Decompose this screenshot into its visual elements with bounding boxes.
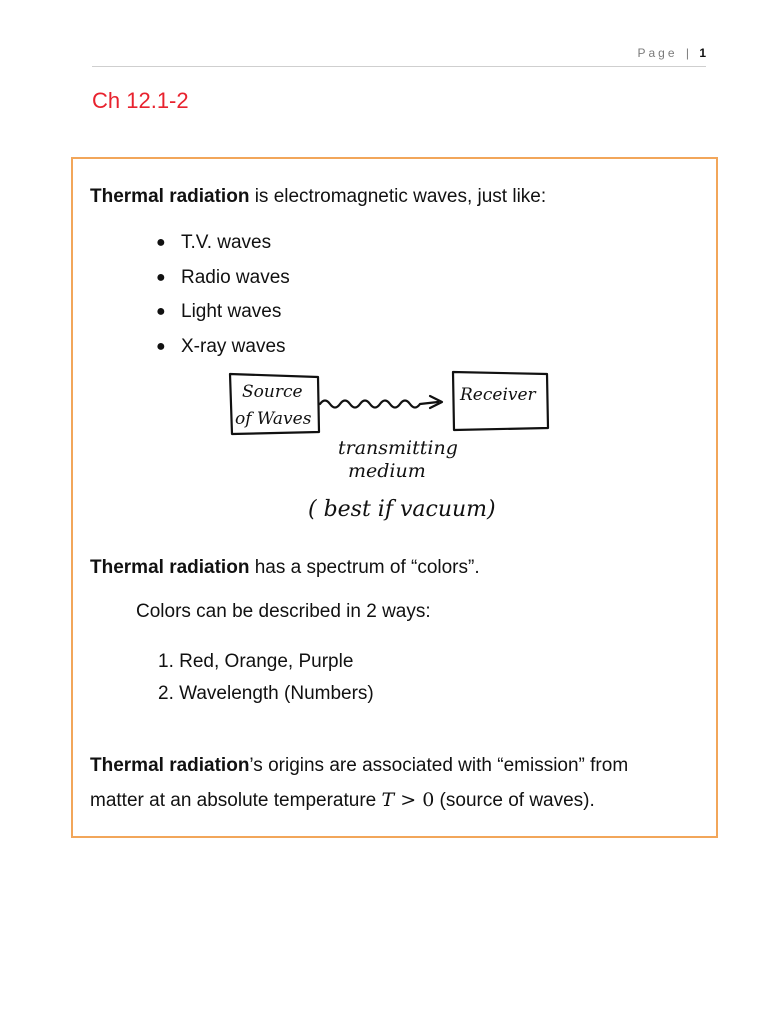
page-label: Page bbox=[637, 46, 678, 60]
paragraph-thermal-intro bbox=[90, 181, 546, 213]
source-label-2: of Waves bbox=[235, 409, 312, 429]
list-item bbox=[156, 226, 290, 261]
math-number: 0 bbox=[422, 789, 435, 811]
list-item-label: Radio waves bbox=[181, 266, 290, 288]
paragraph-text: (source of waves). bbox=[434, 790, 595, 811]
source-label: Source bbox=[242, 382, 303, 402]
paragraph-origins bbox=[90, 750, 628, 782]
list-item-label: Light waves bbox=[181, 301, 282, 323]
list-item: 1. Red, Orange, Purple bbox=[158, 651, 354, 672]
list-item bbox=[156, 261, 290, 296]
bullet-icon: ● bbox=[156, 268, 166, 286]
paragraph-text: has a spectrum of “colors”. bbox=[249, 557, 480, 578]
wave-squiggle bbox=[320, 401, 438, 408]
term-thermal-radiation: Thermal radiation bbox=[90, 557, 250, 578]
paragraph-text: is electromagnetic waves, just like: bbox=[249, 186, 547, 207]
ways-list bbox=[158, 646, 374, 709]
paragraph-origins-line2 bbox=[90, 784, 595, 817]
chapter-title: Ch 12.1-2 bbox=[92, 88, 189, 113]
math-variable: T bbox=[381, 789, 395, 811]
bullet-icon: ● bbox=[156, 337, 166, 355]
bullet-icon: ● bbox=[156, 234, 166, 252]
page-separator: | bbox=[685, 46, 689, 60]
term-thermal-radiation: Thermal radiation bbox=[90, 186, 250, 207]
receiver-label: Receiver bbox=[460, 385, 536, 405]
medium-label-2: medium bbox=[348, 460, 426, 482]
paragraph-spectrum bbox=[90, 552, 480, 584]
vacuum-note: ( best if vacuum) bbox=[308, 497, 496, 522]
list-item-label: X-ray waves bbox=[181, 335, 286, 357]
list-item-label: T.V. waves bbox=[181, 232, 272, 254]
list-item bbox=[156, 330, 290, 365]
colors-intro: Colors can be described in 2 ways: bbox=[136, 601, 431, 622]
term-thermal-radiation: Thermal radiation bbox=[90, 755, 250, 776]
paragraph-text: ’s origins are associated with “emission” from bbox=[249, 755, 629, 776]
wave-transmission-sketch bbox=[220, 362, 560, 527]
list-item bbox=[156, 295, 290, 330]
medium-label: transmitting bbox=[338, 437, 458, 459]
paragraph-text: matter at an absolute temperature bbox=[90, 790, 382, 811]
bullet-icon: ● bbox=[156, 303, 166, 321]
wave-list bbox=[156, 226, 290, 364]
math-expression bbox=[382, 789, 435, 811]
math-operator: > bbox=[394, 789, 423, 811]
list-item: 2. Wavelength (Numbers) bbox=[158, 682, 374, 704]
page-header bbox=[92, 46, 706, 67]
page-number: 1 bbox=[699, 46, 706, 60]
